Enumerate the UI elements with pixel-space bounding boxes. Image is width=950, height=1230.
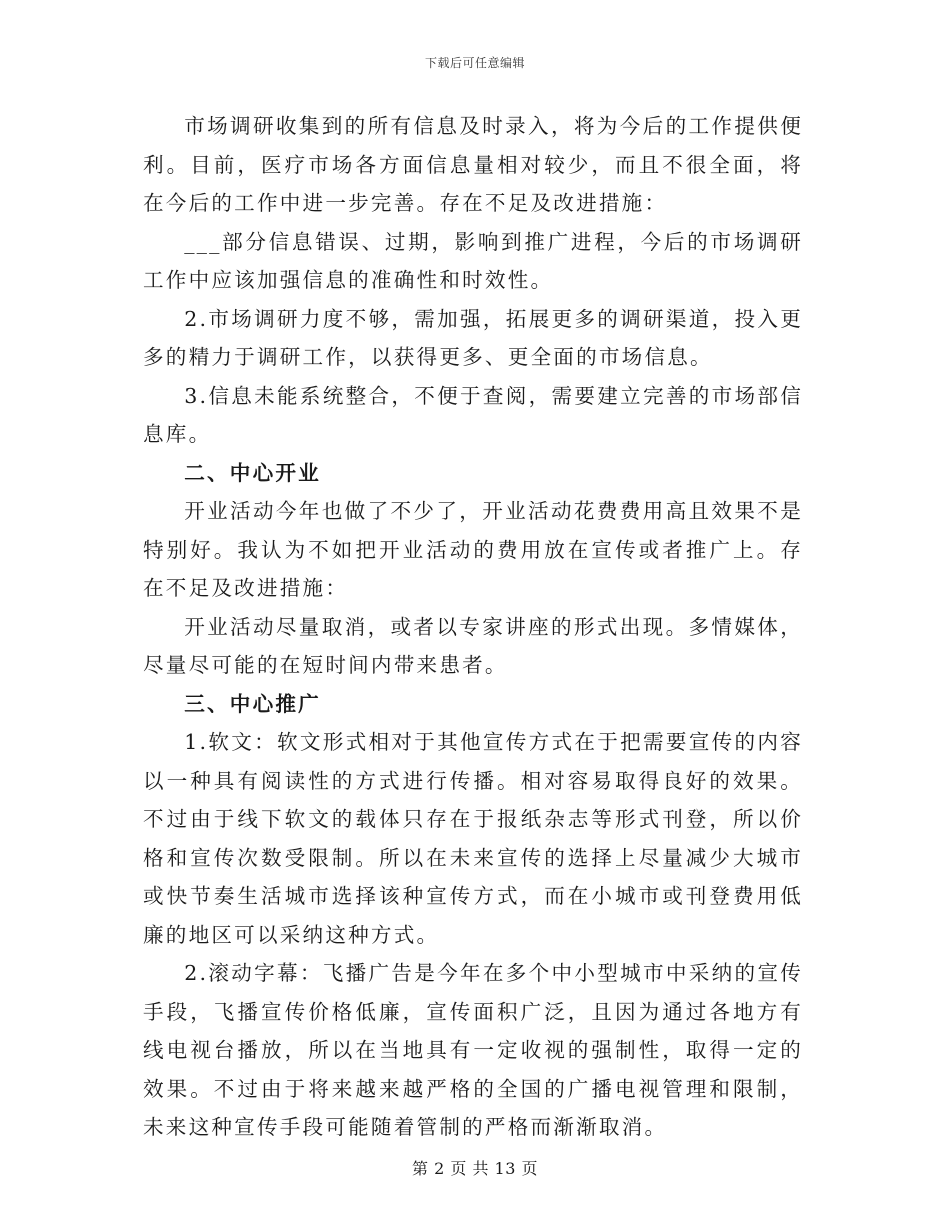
paragraph-info-integration: 3.信息未能系统整合，不便于查阅，需要建立完善的市场部信息库。 [143,383,803,446]
paragraph-research-effort: 2.市场调研力度不够，需加强，拓展更多的调研渠道，投入更多的精力于调研工作，以获得更多、更全面的市场信息。 [143,306,803,369]
paragraph-soft-articles: 1.软文：软文形式相对于其他宣传方式在于把需要宣传的内容以一种具有阅读性的方式进行传播。相对容易取得良好的效果。不过由于线下软文的载体只存在于报纸杂志等形式刊登，所以价格和宣传次数受限制。所以在未来宣传的选择上尽量减少大城市或快节奏生活城市选择该种宣传方式，而在小城市或刊登费用低廉的地区可以采纳这种方式。 [143,730,803,947]
paragraph-market-research: 市场调研收集到的所有信息及时录入，将为今后的工作提供便利。目前，医疗市场各方面信息量相对较少，而且不很全面，将在今后的工作中进一步完善。存在不足及改进措施： [143,114,803,215]
paragraph-info-errors: ___部分信息错误、过期，影响到推广进程，今后的市场调研工作中应该加强信息的准确性和时效性。 [143,229,803,292]
section-heading-opening: 二、中心开业 [184,460,321,485]
paragraph-scrolling-captions: 2.滚动字幕：飞播广告是今年在多个中小型城市中采纳的宣传手段，飞播宣传价格低廉，宣传面积广泛，且因为通过各地方有线电视台播放，所以在当地具有一定收视的强制性，取得一定的效果。不过由于将来越来越严格的全国的广播电视管理和限制，未来这种宣传手段可能随着管制的严格而渐渐取消。 [143,961,803,1139]
page-header: 下载后可任意编辑 [424,56,525,70]
document-body [143,107,803,1147]
paragraph-opening-improvements: 开业活动尽量取消，或者以专家讲座的形式出现。多情媒体，尽量尽可能的在短时间内带来患者。 [143,614,803,677]
paragraph-opening-activities: 开业活动今年也做了不少了，开业活动花费费用高且效果不是特别好。我认为不如把开业活动的费用放在宣传或者推广上。存在不足及改进措施： [143,499,803,600]
page-number-footer: 第 2 页 共 13 页 [412,1159,538,1178]
section-heading-promotion: 三、中心推广 [184,691,321,716]
